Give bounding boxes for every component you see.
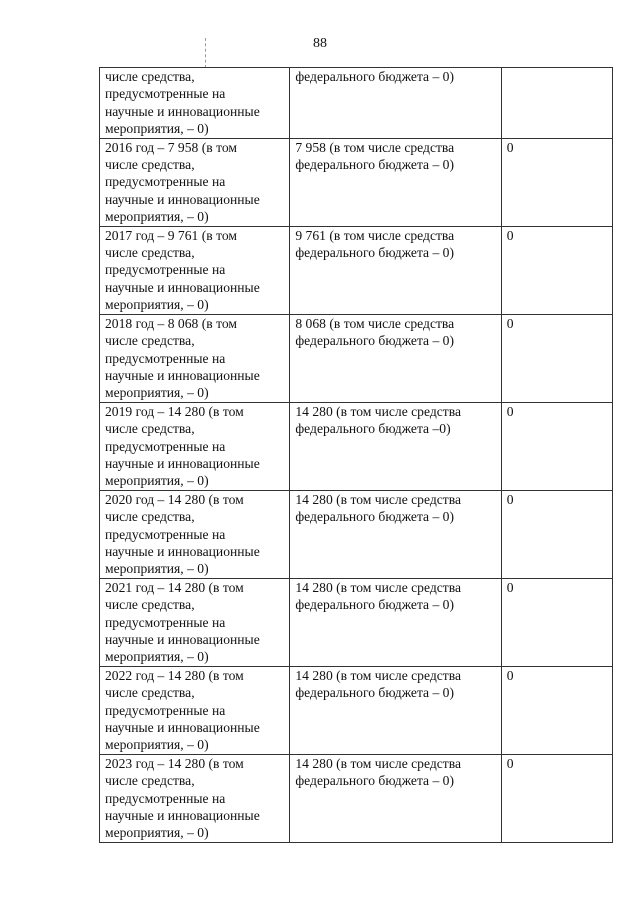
federal-budget-line: 14 280 (в том числе средства <box>295 667 461 683</box>
federal-budget-cell <box>290 578 501 666</box>
period-cell <box>100 754 290 842</box>
federal-budget-line: 8 068 (в том числе средства <box>295 315 455 331</box>
federal-budget-line: федерального бюджета – 0) <box>295 685 455 701</box>
period-line: 2022 год – 14 280 (в том <box>105 667 244 683</box>
period-line: мероприятия, – 0) <box>105 737 209 753</box>
period-line: предусмотренные на <box>105 86 226 102</box>
table-row <box>100 68 613 139</box>
period-line: числе средства, <box>105 157 195 173</box>
period-line: мероприятия, – 0) <box>105 297 209 313</box>
period-line: научные и инновационные <box>105 367 260 383</box>
period-line: числе средства, <box>105 69 195 84</box>
period-line: числе средства, <box>105 685 195 701</box>
period-line: мероприятия, – 0) <box>105 561 209 577</box>
period-line: научные и инновационные <box>105 543 260 559</box>
federal-budget-line: 9 761 (в том числе средства <box>295 227 455 243</box>
period-line: предусмотренные на <box>105 702 226 718</box>
period-cell <box>100 68 290 139</box>
federal-budget-cell <box>290 402 501 490</box>
period-line: научные и инновационные <box>105 808 260 824</box>
other-funding-value: 0 <box>506 667 514 683</box>
period-line: мероприятия, – 0) <box>105 121 209 137</box>
federal-budget-line: федерального бюджета – 0) <box>295 245 455 261</box>
federal-budget-cell <box>290 314 501 402</box>
funding-table <box>99 67 613 843</box>
period-line: предусмотренные на <box>105 262 226 278</box>
federal-budget-line: федерального бюджета – 0) <box>295 157 455 173</box>
other-funding-value: 0 <box>506 403 514 419</box>
other-funding-cell <box>501 666 612 754</box>
period-line: числе средства, <box>105 509 195 525</box>
period-line: научные и инновационные <box>105 191 260 207</box>
period-line: предусмотренные на <box>105 174 226 190</box>
period-line: числе средства, <box>105 421 195 437</box>
period-line: 2021 год – 14 280 (в том <box>105 579 244 595</box>
federal-budget-line: 14 280 (в том числе средства <box>295 579 461 595</box>
period-line: мероприятия, – 0) <box>105 649 209 665</box>
period-line: числе средства, <box>105 333 195 349</box>
scan-mark <box>205 38 206 68</box>
period-line: научные и инновационные <box>105 103 260 119</box>
federal-budget-line: 7 958 (в том числе средства <box>295 139 455 155</box>
other-funding-value: 0 <box>506 579 514 595</box>
period-line: научные и инновационные <box>105 279 260 295</box>
federal-budget-cell <box>290 68 501 139</box>
federal-budget-line: федерального бюджета –0) <box>295 421 451 437</box>
period-line: научные и инновационные <box>105 632 260 647</box>
period-line: мероприятия, – 0) <box>105 385 209 401</box>
period-line: мероприятия, – 0) <box>105 825 209 841</box>
period-cell <box>100 490 290 578</box>
federal-budget-cell <box>290 490 501 578</box>
federal-budget-line: 14 280 (в том числе средства <box>295 755 461 771</box>
other-funding-value: 0 <box>506 315 514 331</box>
other-funding-cell <box>501 578 612 666</box>
table-row <box>100 490 613 578</box>
period-line: 2018 год – 8 068 (в том <box>105 315 237 331</box>
other-funding-cell <box>501 314 612 402</box>
period-line: 2016 год – 7 958 (в том <box>105 139 237 155</box>
period-cell <box>100 578 290 666</box>
table-row <box>100 754 613 842</box>
period-line: предусмотренные на <box>105 614 226 630</box>
period-line: 2019 год – 14 280 (в том <box>105 403 244 419</box>
federal-budget-line: федерального бюджета – 0) <box>295 773 455 789</box>
other-funding-cell <box>501 490 612 578</box>
period-line: научные и инновационные <box>105 720 260 736</box>
table-row <box>100 138 613 226</box>
federal-budget-line: федерального бюджета – 0) <box>295 597 455 613</box>
federal-budget-cell <box>290 226 501 314</box>
federal-budget-cell <box>290 754 501 842</box>
other-funding-value: 0 <box>506 755 514 771</box>
period-line: числе средства, <box>105 773 195 789</box>
page-number: 88 <box>313 36 327 51</box>
period-line: мероприятия, – 0) <box>105 209 209 225</box>
table-row <box>100 578 613 666</box>
period-line: предусмотренные на <box>105 526 226 542</box>
other-funding-value: 0 <box>506 491 514 507</box>
other-funding-value: 0 <box>506 139 514 155</box>
federal-budget-line: федерального бюджета – 0) <box>295 333 455 349</box>
period-cell <box>100 138 290 226</box>
funding-table-body <box>100 68 613 843</box>
federal-budget-cell <box>290 666 501 754</box>
table-row <box>100 314 613 402</box>
period-cell <box>100 666 290 754</box>
table-row <box>100 666 613 754</box>
period-line: мероприятия, – 0) <box>105 473 209 489</box>
period-line: научные и инновационные <box>105 455 260 471</box>
federal-budget-line: федерального бюджета – 0) <box>295 509 455 525</box>
period-line: 2023 год – 14 280 (в том <box>105 755 244 771</box>
period-line: 2020 год – 14 280 (в том <box>105 491 244 507</box>
period-cell <box>100 402 290 490</box>
table-row <box>100 402 613 490</box>
other-funding-cell <box>501 754 612 842</box>
federal-budget-line: федерального бюджета – 0) <box>295 69 455 84</box>
period-cell <box>100 226 290 314</box>
other-funding-cell <box>501 226 612 314</box>
period-line: 2017 год – 9 761 (в том <box>105 227 237 243</box>
other-funding-cell <box>501 68 612 139</box>
other-funding-cell <box>501 138 612 226</box>
other-funding-value: 0 <box>506 227 514 243</box>
federal-budget-cell <box>290 138 501 226</box>
federal-budget-line: 14 280 (в том числе средства <box>295 491 461 507</box>
period-line: предусмотренные на <box>105 790 226 806</box>
federal-budget-line: 14 280 (в том числе средства <box>295 403 461 419</box>
period-line: предусмотренные на <box>105 350 226 366</box>
other-funding-cell <box>501 402 612 490</box>
period-line: числе средства, <box>105 597 195 613</box>
period-line: числе средства, <box>105 245 195 261</box>
table-row <box>100 226 613 314</box>
period-line: предусмотренные на <box>105 438 226 454</box>
period-cell <box>100 314 290 402</box>
